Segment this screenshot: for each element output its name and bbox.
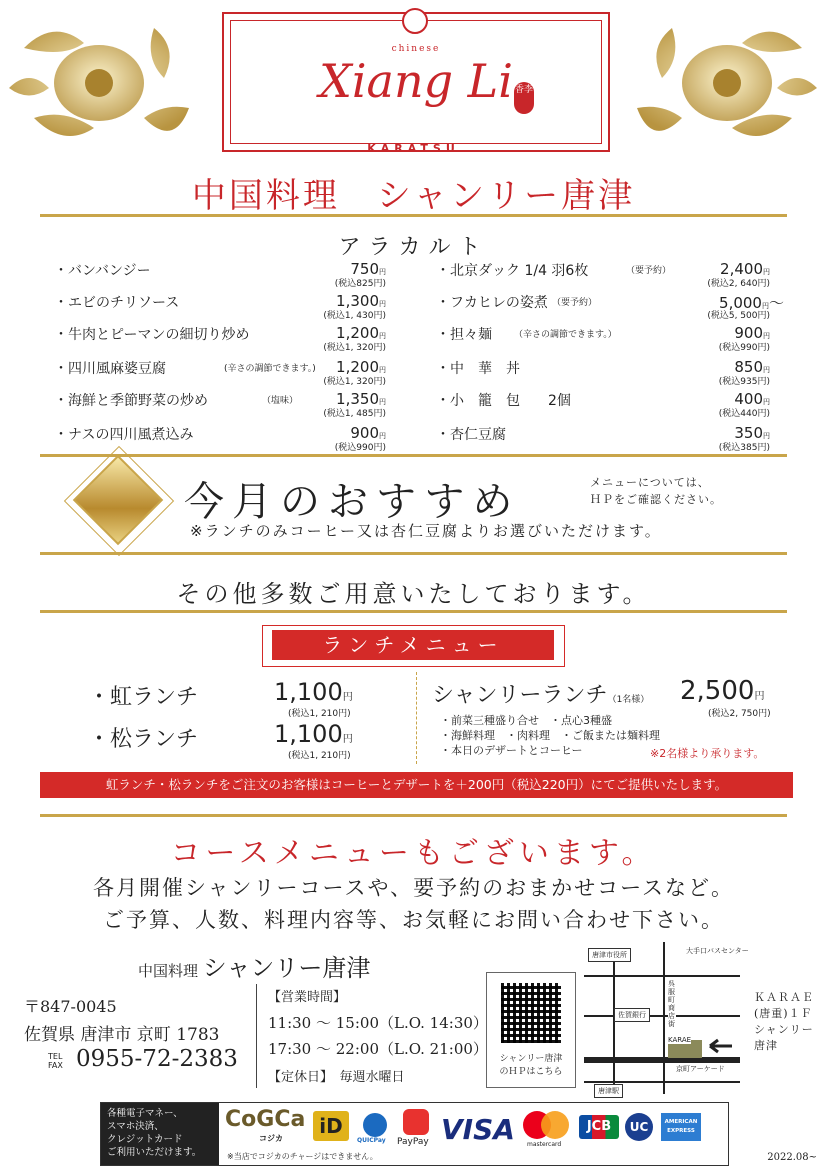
- lunch-item-name: ・松ランチ: [88, 727, 199, 752]
- divider: [40, 552, 787, 555]
- lunch-item-tax: (税込1, 210円): [288, 709, 351, 719]
- menu-item-price: 350円: [734, 424, 770, 442]
- address: 佐賀県 唐津市 京町 1783: [24, 1025, 220, 1045]
- map-station: 唐津駅: [594, 1084, 623, 1098]
- menu-item: [436, 260, 770, 290]
- menu-item-price: 900円: [734, 324, 770, 342]
- page-title: 中国料理 シャンリー唐津: [191, 176, 636, 216]
- uc-logo: UC: [625, 1113, 653, 1141]
- course-line: ご予算、人数、料理内容等、お気軽にお問い合わせ下さい。: [103, 908, 724, 932]
- alacarte-title: アラカルト: [338, 235, 489, 260]
- menu-item-name: ・海鮮と季節野菜の炒め: [54, 393, 208, 409]
- map-shopping-street: 呉服町商店街: [668, 980, 675, 1028]
- gold-diamond-icon: [76, 458, 161, 543]
- menu-item-tax: (税込990円): [334, 443, 386, 453]
- menu-item: [436, 424, 770, 454]
- gold-flower-left: [4, 8, 194, 158]
- payment-bar: [100, 1102, 729, 1166]
- map-shop-location: ＫＡＲＡＥ (唐重)１Ｆ シャンリー 唐津: [754, 991, 814, 1052]
- menu-item-note: （要予約）: [552, 298, 598, 308]
- lunch-divider: [416, 672, 417, 764]
- paypay-label: PayPay: [397, 1137, 429, 1147]
- course-line: 各月開催シャンリーコースや、要予約のおまかせコースなど。: [92, 876, 735, 900]
- menu-item-name: ・杏仁豆腐: [436, 427, 506, 443]
- divider: [40, 214, 787, 217]
- peach-icon: [402, 8, 428, 34]
- menu-item-price: 900円: [350, 424, 386, 442]
- payment-note: ※当店でコジカのチャージはできません。: [227, 1152, 378, 1161]
- menu-item-tax: (税込440円): [718, 409, 770, 419]
- closed-day: 【定休日】 毎週水曜日: [268, 1070, 405, 1085]
- menu-item: [436, 390, 770, 420]
- info-divider: [256, 984, 257, 1088]
- menu-item-price: 1,200円: [336, 358, 386, 376]
- menu-item-price: 1,300円: [336, 292, 386, 310]
- qr-code-box[interactable]: [486, 972, 576, 1088]
- menu-item-price: 750円: [350, 260, 386, 278]
- menu-item-price: 5,000円～: [719, 294, 784, 312]
- menu-item-name: ・担々麺: [436, 327, 492, 343]
- menu-item: [54, 260, 386, 290]
- mastercard-yellow-icon: [541, 1111, 569, 1139]
- divider: [40, 814, 787, 817]
- qr-code[interactable]: [501, 983, 561, 1043]
- menu-item: [436, 292, 784, 322]
- map-city-office: 唐津市役所: [588, 948, 631, 962]
- menu-item-tax: (税込990円): [718, 343, 770, 353]
- lunch-notice-bar: 虹ランチ・松ランチをご注文のお客様はコーヒーとデザートを＋200円（税込220円）にてご提供いたします。: [40, 772, 793, 798]
- visa-logo: VISA: [441, 1113, 515, 1146]
- recommend-note: ※ランチのみコーヒー又は杏仁豆腐よりお選びいただけます。: [190, 522, 662, 540]
- course-title: コースメニューもございます。: [170, 836, 657, 871]
- hours-dinner: 17:30 ～ 22:00（L.O. 21:00）: [268, 1040, 488, 1058]
- qr-caption: シャンリー唐津 のＨＰはこちら: [499, 1054, 563, 1077]
- paypay-icon: [403, 1109, 429, 1135]
- menu-item-tax: (税込825円): [334, 279, 386, 289]
- menu-item-note: （要予約）: [626, 266, 672, 276]
- xiangli-lunch-title: シャンリーランチ（1名様）: [432, 683, 650, 708]
- quicpay-icon: [363, 1113, 387, 1137]
- xiangli-lunch-note: ※2名様より承ります。: [650, 747, 765, 760]
- menu-item-tax: (税込1, 485円): [323, 409, 386, 419]
- id-logo: iD: [313, 1111, 349, 1141]
- jcb-logo: JCB: [579, 1115, 619, 1139]
- shop-name: 中国料理 シャンリー唐津: [138, 954, 371, 982]
- menu-item-tax: (税込935円): [718, 377, 770, 387]
- menu-item-tax: (税込385円): [718, 443, 770, 453]
- map-bus-center: 大手口バスセンター: [686, 947, 749, 955]
- menu-item-name: ・ナスの四川風煮込み: [54, 427, 194, 443]
- menu-item-price: 1,200円: [336, 324, 386, 342]
- zip-code: 〒847-0045: [24, 997, 117, 1016]
- lunch-item-price: 1,100円: [274, 720, 353, 748]
- issue-date: 2022.08~: [767, 1152, 817, 1163]
- divider: [40, 610, 787, 613]
- logo-seal: 香李: [514, 82, 534, 114]
- menu-item-price: 400円: [734, 390, 770, 408]
- logo-city: KARATSU: [367, 142, 460, 155]
- other-items-text: その他多数ご用意いたしております。: [176, 580, 651, 608]
- menu-item-name: ・四川風麻婆豆腐: [54, 361, 166, 377]
- menu-item: [54, 292, 386, 322]
- mastercard-label: mastercard: [527, 1141, 562, 1148]
- gold-flower-right: [632, 8, 822, 158]
- hours-label: 【営業時間】: [268, 990, 347, 1005]
- menu-item: [54, 324, 386, 354]
- recommend-side-line: ＨＰをご確認ください。: [590, 493, 722, 506]
- menu-item-price: 850円: [734, 358, 770, 376]
- amex-logo: AMERICAN EXPRESS: [661, 1113, 701, 1141]
- lunch-item-name: ・虹ランチ: [88, 685, 199, 710]
- map-bank: 佐賀銀行: [614, 1008, 650, 1022]
- recommend-side-line: メニューについては、: [590, 476, 710, 489]
- menu-item-name: ・小 籠 包 2個: [436, 393, 571, 409]
- menu-item: [436, 324, 770, 354]
- menu-item-note: （塩味）: [262, 396, 299, 406]
- xiangli-lunch-line: ・前菜三種盛り合せ ・点心3種盛: [440, 714, 612, 727]
- tel-fax-label: TEL FAX: [48, 1052, 63, 1070]
- menu-item-price: 1,350円: [336, 390, 386, 408]
- lunch-banner: ランチメニュー: [272, 630, 554, 660]
- menu-item-tax: (税込1, 430円): [323, 311, 386, 321]
- menu-item-tax: (税込2, 640円): [707, 279, 770, 289]
- xiangli-lunch-line: ・海鮮料理 ・肉料理 ・ご飯または麺料理: [440, 729, 660, 742]
- menu-item-name: ・エビのチリソース: [54, 295, 180, 311]
- cogca-logo: CoGCa: [225, 1107, 306, 1132]
- menu-item-name: ・牛肉とピーマンの細切り炒め: [54, 327, 250, 343]
- menu-item-name: ・バンバンジー: [54, 263, 151, 279]
- lunch-item-price: 1,100円: [274, 678, 353, 706]
- menu-item-tax: (税込1, 320円): [323, 377, 386, 387]
- menu-item: [54, 358, 386, 388]
- xiangli-lunch-price: 2,500円: [680, 676, 765, 706]
- logo-chinese-text: chinese: [391, 44, 441, 54]
- logo-name: Xiang Li: [319, 54, 513, 108]
- menu-item-note: （辛さの調節できます。）: [514, 330, 617, 340]
- map-karae: KARAE: [668, 1036, 692, 1044]
- menu-item-tax: (税込1, 320円): [323, 343, 386, 353]
- cogca-sub: コジカ: [259, 1134, 283, 1143]
- hours-lunch: 11:30 ～ 15:00（L.O. 14:30）: [268, 1014, 488, 1032]
- menu-item: [54, 424, 386, 454]
- menu-item: [436, 358, 770, 388]
- recommend-side-note: [590, 474, 722, 508]
- menu-item-price: 2,400円: [720, 260, 770, 278]
- menu-item-name: ・フカヒレの姿煮: [436, 295, 548, 311]
- map-arcade: 京町アーケード: [676, 1065, 725, 1073]
- menu-item-name: ・中 華 丼: [436, 361, 520, 377]
- recommend-title: 今月のおすすめ: [184, 479, 521, 525]
- phone-number: 0955-72-2383: [76, 1046, 238, 1072]
- menu-item-tax: (税込5, 500円): [707, 311, 770, 321]
- xiangli-lunch-line: ・本日のデザートとコーヒー: [440, 744, 583, 757]
- xiangli-lunch-tax: (税込2, 750円): [708, 709, 771, 719]
- payment-intro: 各種電子マネー、 スマホ決済、 クレジットカード ご利用いただけます。: [101, 1103, 219, 1165]
- menu-item: [54, 390, 386, 420]
- quicpay-label: QUICPay: [357, 1137, 386, 1144]
- divider: [40, 454, 787, 457]
- menu-item-name: ・北京ダック 1/4 羽6枚: [436, 263, 589, 279]
- lunch-item-tax: (税込1, 210円): [288, 751, 351, 761]
- menu-item-note: (辛さの調節できます。): [224, 364, 316, 374]
